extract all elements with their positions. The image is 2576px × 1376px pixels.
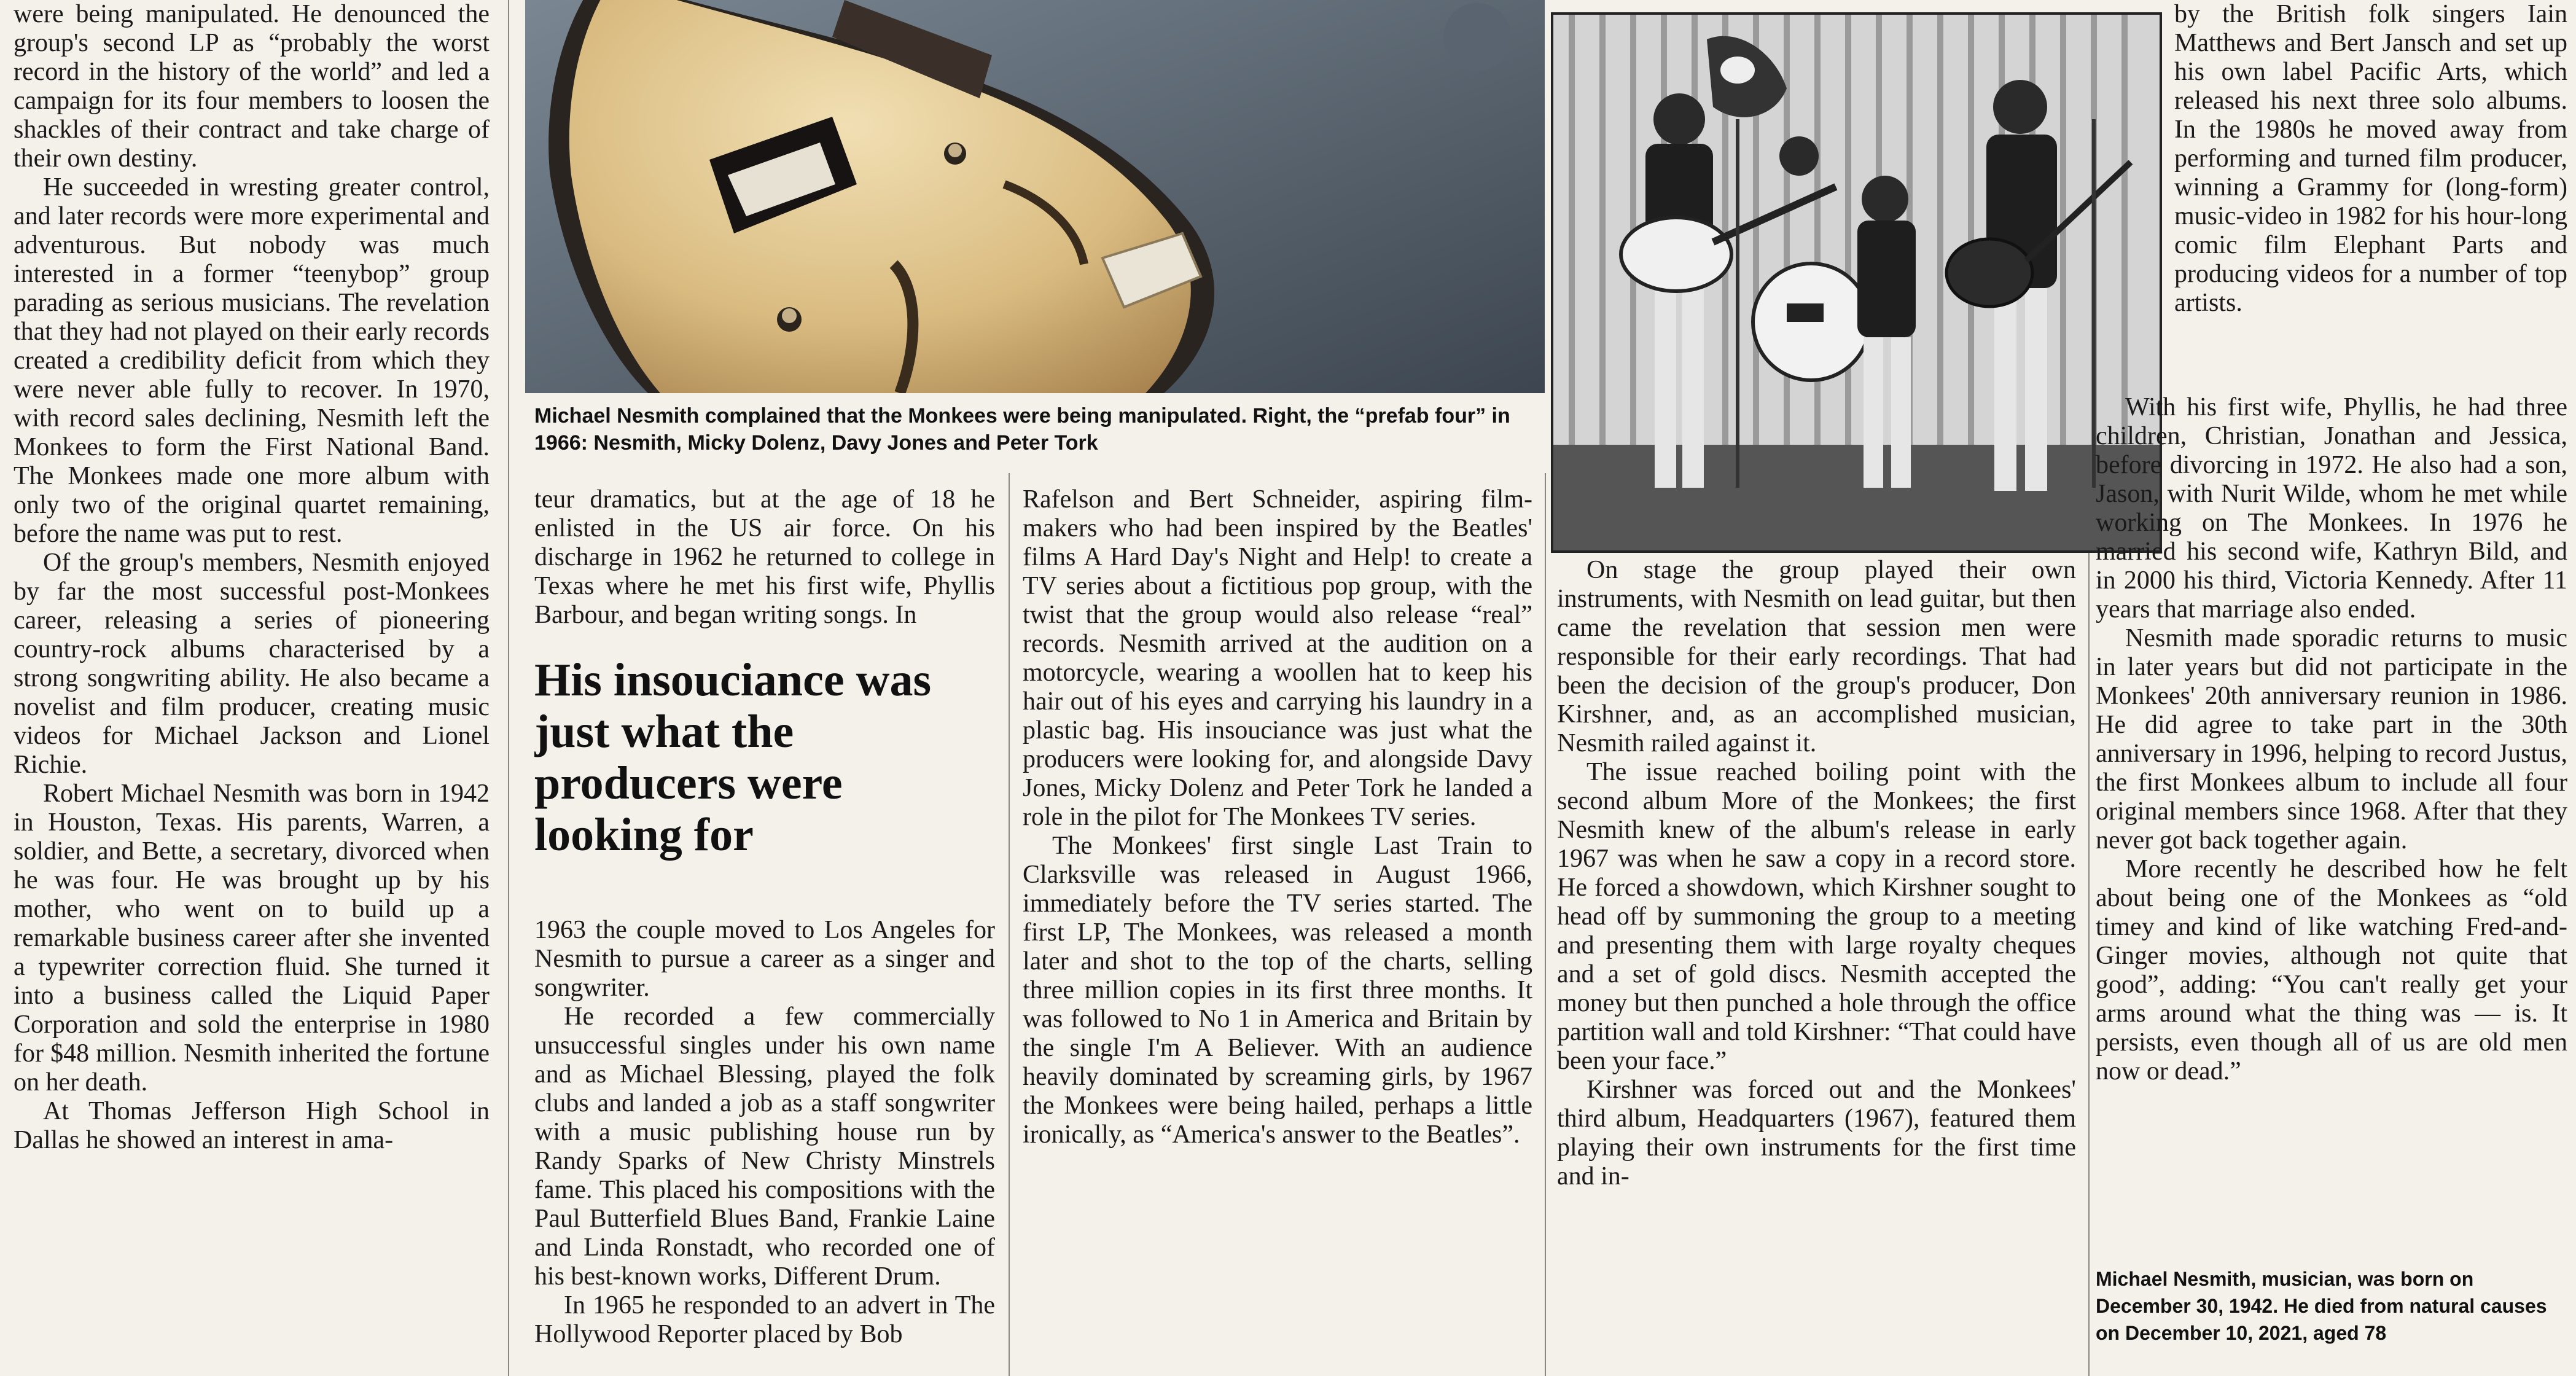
article-column-5 (2096, 393, 2567, 1247)
paragraph: More recently he described how he felt about being one of the Monkees as “old timey and kind of like watching Fred-and-Ginger movies, although not quite that good”, adding: “You can't really get your arms around what the thing was — is. It persists, even though all of us are old men now or dead.” (2096, 855, 2567, 1085)
paragraph: Nesmith made sporadic returns to music in later years but did not participate in the Monkees' 20th anniversary reunion in 1986. He did agree to take part in the 30th anniversary in 1996, helping to record Justus, the first Monkees album to include all four original members since 1968. After that they never got back together again. (2096, 624, 2567, 854)
guitar-photo (525, 0, 1545, 393)
paragraph: Robert Michael Nesmith was born in 1942 in Houston, Texas. His parents, Warren, a soldier, and Bette, a secretary, divorced when he was four. He was brought up by his mother, who went on to build up a remarkable business career after she invented a typewriter correction fluid. She turned it into a business called the Liquid Paper Corporation and sold the enterprise in 1980 for $48 million. Nesmith inherited the fortune on her death. (14, 780, 490, 1096)
paragraph: At Thomas Jefferson High School in Dallas he showed an interest in ama- (14, 1097, 490, 1154)
paragraph: He succeeded in wresting greater control, and later records were more experimental and adventurous. But nobody was much interested in a former “teenybop” group parading as serious musicians. The revelation that they had not played on their early records created a credibility deficit from which they were never able fully to recover. In 1970, with record sales declining, Nesmith left the Monkees to form the First National Band. The Monkees made one more album with only two of the original quartet remaining, before the name was put to rest. (14, 173, 490, 548)
column-divider (1545, 473, 1546, 1376)
paragraph: Of the group's members, Nesmith enjoyed by far the most successful post-Monkees career, releasing a series of pioneering country-rock albums characterised by a strong songwriting ability. He also became a novelist and film producer, creating music videos for Michael Jackson and Lionel Richie. (14, 549, 490, 779)
band-photo (1551, 12, 2162, 553)
column-divider (508, 0, 509, 1376)
column-divider (1009, 473, 1010, 1376)
paragraph: The issue reached boiling point with the second album More of the Monkees; the first Nesmith knew of the album's release in early 1967 was when he saw a copy in a record store. He forced a showdown, which Kirshner sought to head off by summoning the group to a meeting and presenting them with large royalty cheques and a set of gold discs. Nesmith accepted the money but then punched a hole through the office partition wall and told Kirshner: “That could have been your face.” (1557, 758, 2076, 1075)
photo-caption: Michael Nesmith complained that the Monkees were being manipulated. Right, the “prefab four” in 1966: Nesmith, Micky Dolenz, Davy Jones and Peter Tork (534, 404, 1510, 455)
paragraph: by the British folk singers Iain Matthews and Bert Jansch and set up his own label Pacific Arts, which released his next three solo albums. In the 1980s he moved away from performing and turned film producer, winning a Grammy for (long-form) music-video in 1982 for his hour-long comic film Elephant Parts and producing videos for a number of top artists. (2174, 0, 2567, 317)
paragraph: He recorded a few commercially unsuccessful singles under his own name and as Michael Blessing, played the folk clubs and landed a job as a staff songwriter with a music publishing house run by Randy Sparks of New Christy Minstrels fame. This placed his compositions with the Paul Butterfield Blues Band, Frankie Laine and Linda Ronstadt, who recorded one of his best-known works, Different Drum. (534, 1003, 995, 1291)
article-column-5-top (2174, 0, 2567, 393)
paragraph: teur dramatics, but at the age of 18 he enlisted in the US air force. On his discharge in 1962 he returned to college in Texas where he met his first wife, Phyllis Barbour, and began writing songs. In (534, 485, 995, 629)
paragraph: The Monkees' first single Last Train to Clarksville was released in August 1966, immediately before the TV series started. The first LP, The Monkees, was released a month later and shot to the top of the charts, selling three million copies in its first three months. It was followed to No 1 in America and Britain by the single I'm A Believer. With an audience heavily dominated by screaming girls, by 1967 the Monkees were being hailed, perhaps a little ironically, as “America's answer to the Beatles”. (1023, 832, 1532, 1149)
paragraph: With his first wife, Phyllis, he had three children, Christian, Jonathan and Jessica, before divorcing in 1972. He also had a son, Jason, with Nurit Wilde, whom he met while working on The Monkees. In 1976 he married his second wife, Kathryn Bild, and in 2000 his third, Victoria Kennedy. After 11 years that marriage also ended. (2096, 393, 2567, 624)
paragraph: 1963 the couple moved to Los Angeles for Nesmith to pursue a career as a singer and songwriter. (534, 916, 995, 1002)
band-illustration (1553, 15, 2160, 550)
paragraph: Kirshner was forced out and the Monkees' third album, Headquarters (1967), featured them playing their own instruments for the first time and in- (1557, 1076, 2076, 1190)
article-column-1 (14, 0, 490, 1376)
pull-quote-headline: His insouciance was just what the producers were looking for (534, 654, 932, 861)
guitar-illustration (525, 0, 1545, 393)
paragraph: were being manipulated. He denounced the group's second LP as “probably the worst record in the history of the world” and led a campaign for its four members to loosen the shackles of their contract and take charge of their own destiny. (14, 0, 490, 173)
article-column-4 (1557, 556, 2076, 1376)
obituary-bio: Michael Nesmith, musician, was born on December 30, 1942. He died from natural causes on December 10, 2021, aged 78 (2096, 1268, 2547, 1344)
paragraph: On stage the group played their own instruments, with Nesmith on lead guitar, but then came the revelation that session men were responsible for their early recordings. That had been the decision of the group's producer, Don Kirshner, and, as an accomplished musician, Nesmith railed against it. (1557, 556, 2076, 757)
article-column-2 (534, 485, 995, 1376)
paragraph: In 1965 he responded to an advert in The Hollywood Reporter placed by Bob (534, 1291, 995, 1348)
column-divider (2088, 553, 2090, 1376)
article-column-3 (1023, 485, 1532, 1376)
paragraph: Rafelson and Bert Schneider, aspiring film-makers who had been inspired by the Beatles' films A Hard Day's Night and Help! to create a TV series about a fictitious pop group, with the twist that the group would also release “real” records. Nesmith arrived at the audition on a motorcycle, wearing a woollen hat to keep his hair out of his eyes and carrying his laundry in a plastic bag. His insouciance was just what the producers were looking for, and alongside Davy Jones, Micky Dolenz and Peter Tork he landed a role in the pilot for The Monkees TV series. (1023, 485, 1532, 831)
